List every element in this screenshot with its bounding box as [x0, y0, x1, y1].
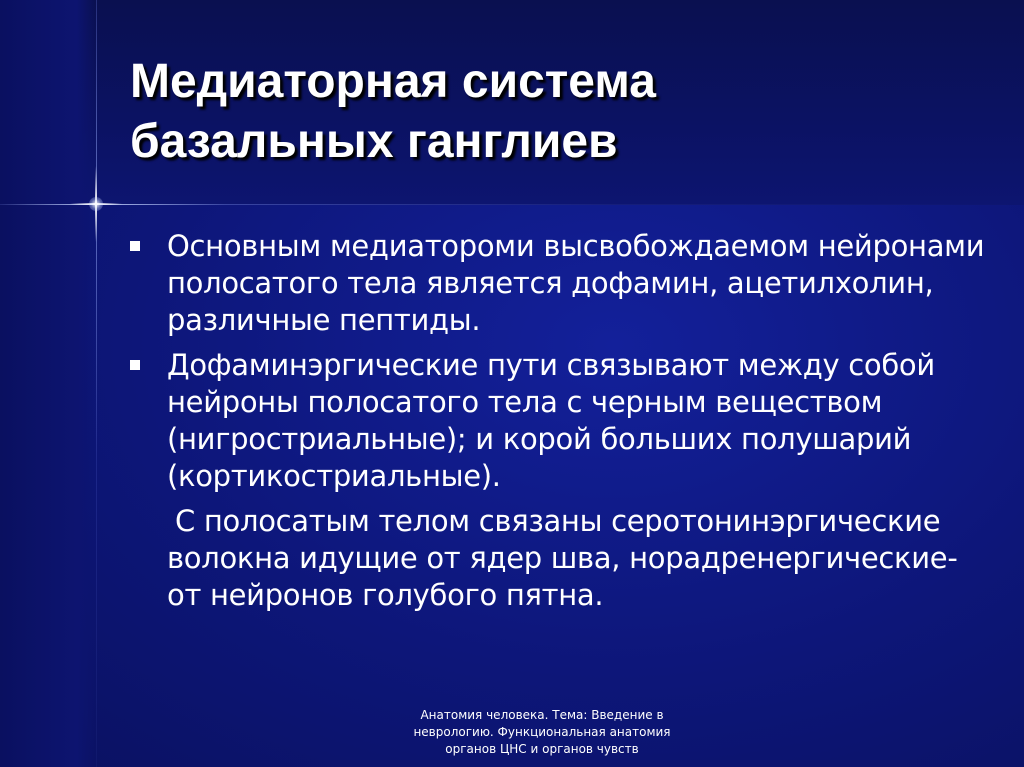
horizontal-accent-line	[0, 204, 1024, 205]
continuation-text: С полосатым телом связаны серотонинэргические волокна идущие от ядер шва, норадренергические- от нейронов голубого пятна.	[167, 504, 958, 612]
square-bullet-icon	[130, 360, 140, 370]
bullet-text: Основным медиатороми высвобождаемом нейронами полосатого тела является дофамин, ацетилхолин, различные пептиды.	[167, 229, 985, 337]
slide-title-line-1: Медиаторная система	[130, 55, 656, 108]
vertical-accent-line	[96, 0, 97, 767]
bullet-text: Дофаминэргические пути связывают между собой нейроны полосатого тела с черным веществом (нигростриальные); и корой больших полушарий (кортикостриальные).	[167, 348, 935, 493]
slide-title-line-2: базальных ганглиев	[130, 115, 618, 168]
slide-content	[127, 228, 987, 614]
bullet-item	[127, 347, 987, 495]
square-bullet-icon	[130, 241, 140, 251]
continuation-paragraph	[127, 503, 987, 614]
slide-title	[130, 52, 990, 172]
bullet-item	[127, 228, 987, 339]
left-band	[0, 0, 96, 767]
slide-footer: Анатомия человека. Тема: Введение в неврологию. Функциональная анатомия органов ЦНС и органов чувств	[413, 708, 671, 756]
